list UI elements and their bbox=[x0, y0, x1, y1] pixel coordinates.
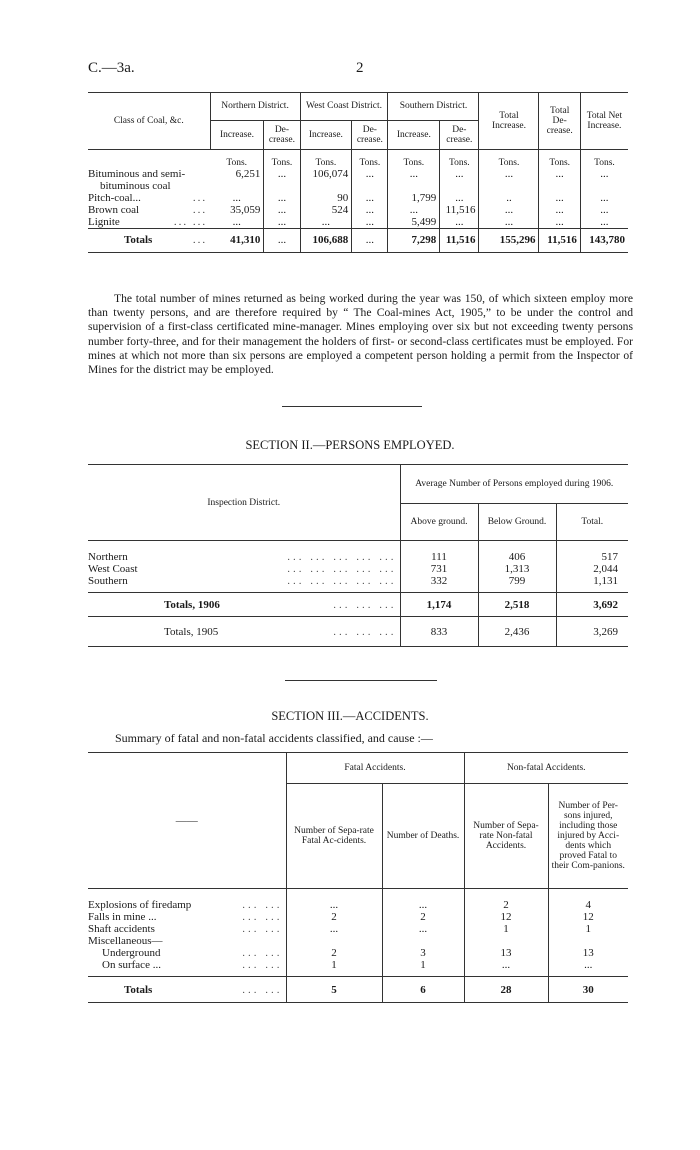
cell: 799 bbox=[478, 575, 556, 587]
cell: 406 bbox=[478, 551, 556, 563]
cell: 11,516 bbox=[440, 228, 479, 252]
cell: 332 bbox=[400, 575, 478, 587]
unit-label: Tons. bbox=[539, 158, 580, 168]
nonfatal-accidents-header: Non-fatal Accidents. bbox=[464, 753, 628, 784]
cell: 1 bbox=[286, 959, 382, 971]
cell: 11,516 bbox=[440, 204, 479, 216]
cell: 517 bbox=[601, 550, 618, 563]
table-row bbox=[88, 563, 628, 575]
row-label: West Coast ... ... ... ... ... bbox=[88, 563, 400, 575]
cell: ... bbox=[352, 216, 388, 229]
cell: 13 bbox=[582, 946, 594, 959]
cell: 2 bbox=[382, 911, 464, 923]
coal-output-table bbox=[88, 92, 628, 253]
cell: 30 bbox=[548, 977, 628, 1003]
table-row bbox=[88, 935, 628, 947]
cell: 4 bbox=[585, 898, 591, 911]
cell: 3,692 bbox=[556, 593, 628, 617]
totals-label: Totals, 1905 ... ... ... bbox=[88, 617, 400, 647]
cell: 41,310 bbox=[210, 228, 264, 252]
table-row bbox=[88, 168, 628, 180]
cell: 833 bbox=[400, 617, 478, 647]
separate-nonfatal-header: Number of Sepa-rate Non-fatal Accidents. bbox=[464, 784, 548, 889]
table-row bbox=[88, 575, 628, 587]
cell: 2,518 bbox=[478, 593, 556, 617]
totals-label: Totals ... bbox=[88, 228, 210, 252]
cell: 6,251 bbox=[210, 168, 264, 180]
row-label: Brown coal ... bbox=[88, 203, 208, 216]
cell: ... bbox=[600, 167, 609, 180]
cell: ... bbox=[539, 204, 580, 216]
southern-district-header: Southern District. bbox=[388, 92, 479, 121]
section-3-title: SECTION III.—ACCIDENTS. bbox=[271, 709, 429, 723]
cell: ... bbox=[264, 168, 300, 180]
table-row bbox=[88, 180, 628, 192]
west-coast-district-header: West Coast District. bbox=[300, 92, 388, 121]
page-header bbox=[88, 60, 628, 80]
accidents-intro: Summary of fatal and non-fatal accidents classified, and cause :— bbox=[115, 731, 433, 745]
cell: 12 bbox=[464, 911, 548, 923]
cell: ... bbox=[600, 191, 609, 204]
cell: 1 bbox=[382, 959, 464, 971]
unit-label: Tons. bbox=[264, 158, 300, 168]
average-persons-header: Average Number of Persons employed during 1906. bbox=[400, 465, 628, 504]
table-row bbox=[88, 551, 628, 563]
cell: ... bbox=[584, 958, 593, 971]
cell: ... bbox=[539, 168, 580, 180]
cell: 3 bbox=[382, 947, 464, 959]
row-label: On surface ... ... ... bbox=[88, 959, 286, 971]
cell: 90 bbox=[300, 192, 352, 204]
unit-label: Tons. bbox=[210, 158, 264, 168]
cell: ... bbox=[388, 168, 440, 180]
unit-label: Tons. bbox=[300, 158, 352, 168]
unit-label: Tons. bbox=[388, 158, 440, 168]
unit-label: Tons. bbox=[479, 158, 539, 168]
cell: ... bbox=[479, 204, 539, 216]
row-label: Shaft accidents ... ... bbox=[88, 923, 286, 935]
northern-decrease-header: De-crease. bbox=[264, 121, 300, 150]
accidents-table bbox=[88, 752, 628, 1003]
cell: 12 bbox=[582, 910, 594, 923]
cell: 1,799 bbox=[388, 192, 440, 204]
above-ground-header: Above ground. bbox=[400, 504, 478, 541]
unit-label: Tons. bbox=[352, 158, 388, 168]
total-header: Total. bbox=[556, 504, 628, 541]
totals-label: Totals ... ... bbox=[88, 977, 286, 1003]
row-label-continued: bituminous coal bbox=[100, 179, 171, 192]
cell: .. bbox=[479, 192, 539, 204]
cell: ... bbox=[479, 216, 539, 229]
cell: 143,780 bbox=[580, 228, 628, 252]
row-label: Lignite ... ... bbox=[88, 215, 208, 228]
cell: ... bbox=[440, 168, 479, 180]
row-label: Falls in mine ... ... ... bbox=[88, 911, 286, 923]
persons-employed-table bbox=[88, 464, 628, 647]
table-row bbox=[88, 192, 628, 204]
cell: 106,688 bbox=[300, 228, 352, 252]
cell: ... bbox=[264, 192, 300, 204]
cell: ... bbox=[440, 192, 479, 204]
northern-increase-header: Increase. bbox=[210, 121, 264, 150]
cell: ... bbox=[382, 899, 464, 911]
cell: 5,499 bbox=[388, 216, 440, 229]
cell: 11,516 bbox=[539, 228, 580, 252]
southern-decrease-header: De-crease. bbox=[440, 121, 479, 150]
southern-increase-header: Increase. bbox=[388, 121, 440, 150]
below-ground-header: Below Ground. bbox=[478, 504, 556, 541]
table-row bbox=[88, 899, 628, 911]
cell: ... bbox=[210, 192, 264, 204]
cell: 524 bbox=[300, 204, 352, 216]
persons-injured-header: Number of Per-sons injured, including those injured by Acci-dents which proved Fatal to their Com-panions. bbox=[548, 784, 628, 889]
cell: ... bbox=[352, 204, 388, 216]
cell: ... bbox=[300, 216, 352, 229]
cell: ... bbox=[479, 168, 539, 180]
row-label: Miscellaneous— bbox=[88, 935, 286, 947]
cell: 13 bbox=[464, 947, 548, 959]
section-2-title: SECTION II.—PERSONS EMPLOYED. bbox=[245, 438, 455, 452]
table-row bbox=[88, 204, 628, 216]
table-row bbox=[88, 911, 628, 923]
section-divider bbox=[282, 406, 422, 407]
cell: 106,074 bbox=[300, 168, 352, 180]
cell: 2 bbox=[286, 911, 382, 923]
cell: ... bbox=[382, 923, 464, 935]
cell: 1 bbox=[464, 923, 548, 935]
cell: ... bbox=[264, 204, 300, 216]
row-label: Underground ... ... bbox=[88, 947, 286, 959]
cell: 1,131 bbox=[593, 574, 618, 587]
cell: 111 bbox=[400, 551, 478, 563]
section-divider bbox=[285, 680, 437, 681]
row-label: Southern ... ... ... ... ... bbox=[88, 575, 400, 587]
row-label: Explosions of firedamp ... ... bbox=[88, 899, 286, 911]
unit-label: Tons. bbox=[594, 157, 615, 168]
total-decrease-header: Total De-crease. bbox=[539, 92, 580, 150]
cell: 2 bbox=[464, 899, 548, 911]
cell: ... bbox=[464, 959, 548, 971]
units-row bbox=[88, 158, 628, 168]
row-label: Northern ... ... ... ... ... bbox=[88, 551, 400, 563]
unit-label: Tons. bbox=[440, 158, 479, 168]
cell: 5 bbox=[286, 977, 382, 1003]
cell: 2 bbox=[286, 947, 382, 959]
cell: ... bbox=[388, 204, 440, 216]
westcoast-increase-header: Increase. bbox=[300, 121, 352, 150]
table-row bbox=[88, 216, 628, 229]
cell: ... bbox=[210, 216, 264, 229]
cell: 1 bbox=[585, 922, 591, 935]
cell: ... bbox=[600, 203, 609, 216]
cell: 28 bbox=[464, 977, 548, 1003]
mines-paragraph: The total number of mines returned as being worked during the year was 150, of which sixteen employ more than twenty persons, and are therefore required by “ The Coal-mines Act, 1905,” to be under the control and supervision of a first-class certificated mine-manager. Mines employing over six but not exceeding twenty persons number forty-three, and for their management the holders of first- or second-class certificates must be employed. For mines at which not more than six persons are employed a competent person holding a permit from the Inspector of Mines for the district may be employed. bbox=[88, 292, 633, 377]
separate-fatal-header: Number of Sepa-rate Fatal Ac-cidents. bbox=[286, 784, 382, 889]
cell: 1,174 bbox=[400, 593, 478, 617]
cell: 1,313 bbox=[478, 563, 556, 575]
westcoast-decrease-header: De-crease. bbox=[352, 121, 388, 150]
cell: ... bbox=[352, 228, 388, 252]
totals-row bbox=[88, 228, 628, 252]
cell: 2,436 bbox=[478, 617, 556, 647]
cell: ... bbox=[600, 215, 609, 228]
deaths-header: Number of Deaths. bbox=[382, 784, 464, 889]
cell: ... bbox=[286, 923, 382, 935]
cell: ... bbox=[264, 228, 300, 252]
cell: 7,298 bbox=[388, 228, 440, 252]
fatal-accidents-header: Fatal Accidents. bbox=[286, 753, 464, 784]
district-column-header: Inspection District. bbox=[88, 465, 400, 541]
cell: ... bbox=[352, 192, 388, 204]
table-row bbox=[88, 947, 628, 959]
northern-district-header: Northern District. bbox=[210, 92, 300, 121]
row-label: Bituminous and semi- bbox=[88, 167, 186, 180]
total-net-header: Total Net Increase. bbox=[580, 92, 628, 150]
cell: ... bbox=[286, 899, 382, 911]
cell: 3,269 bbox=[556, 617, 628, 647]
totals-row bbox=[88, 977, 628, 1003]
cause-column-header: —— bbox=[88, 753, 286, 889]
cell: 155,296 bbox=[479, 228, 539, 252]
cell: ... bbox=[539, 216, 580, 229]
table-row bbox=[88, 923, 628, 935]
table-row bbox=[88, 959, 628, 971]
cell: 35,059 bbox=[210, 204, 264, 216]
totals-1905-row bbox=[88, 617, 628, 647]
row-label: Pitch-coal... ... bbox=[88, 191, 208, 204]
class-column-header: Class of Coal, &c. bbox=[88, 92, 210, 150]
cell: ... bbox=[352, 168, 388, 180]
totals-label: Totals, 1906 ... ... ... bbox=[88, 593, 400, 617]
cell: 6 bbox=[382, 977, 464, 1003]
cell: 2,044 bbox=[593, 562, 618, 575]
totals-1906-row bbox=[88, 593, 628, 617]
cell: ... bbox=[440, 216, 479, 229]
cell: 731 bbox=[400, 563, 478, 575]
document-reference: C.—3a. bbox=[88, 60, 135, 76]
total-increase-header: Total Increase. bbox=[479, 92, 539, 150]
cell: ... bbox=[264, 216, 300, 229]
page-number: 2 bbox=[356, 60, 364, 76]
cell: ... bbox=[539, 192, 580, 204]
